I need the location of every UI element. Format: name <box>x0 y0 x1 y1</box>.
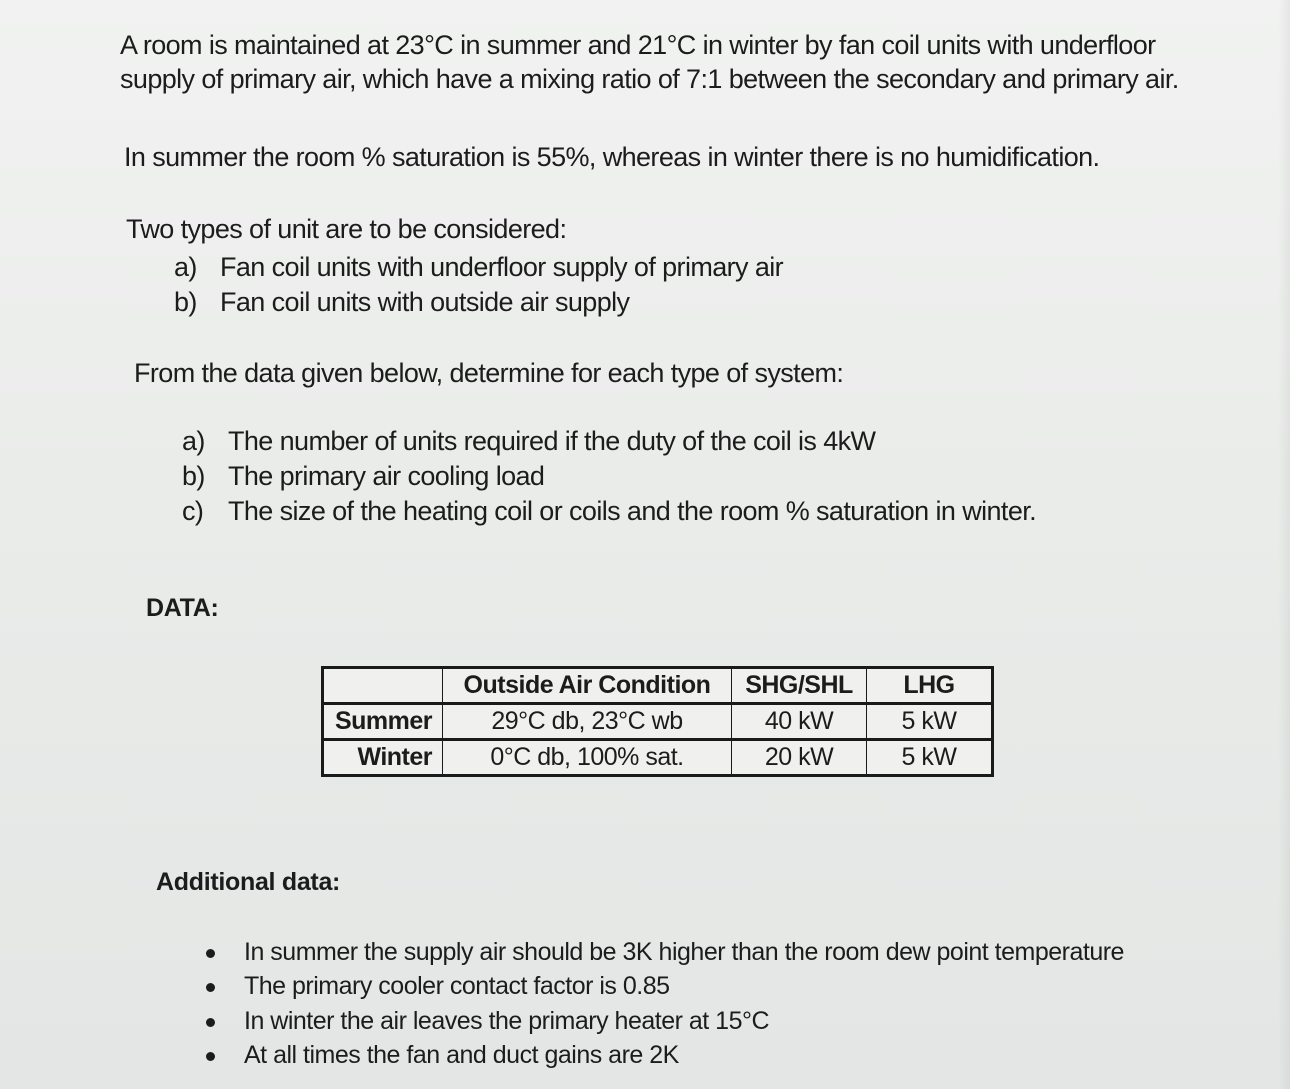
bullet-icon <box>206 983 215 992</box>
list-marker: b) <box>182 461 205 491</box>
humidity-text: In summer the room % saturation is 55%, whereas in winter there is no humidification. <box>124 142 1100 172</box>
table-cell-season: Summer <box>323 704 443 740</box>
table-row <box>323 740 993 776</box>
bullet-icon <box>206 1018 215 1027</box>
task-c <box>182 494 1036 528</box>
table-header-shg: SHG/SHL <box>732 668 867 704</box>
bullet-text: In winter the air leaves the primary heater at 15°C <box>244 1007 770 1035</box>
table-header-row <box>323 668 993 704</box>
list-text: The primary air cooling load <box>228 461 545 491</box>
intro-line-2: supply of primary air, which have a mixing ratio of 7:1 between the secondary and primary air. <box>120 64 1179 94</box>
task-b <box>182 459 544 493</box>
bullet-item <box>244 1005 769 1038</box>
unit-type-b <box>174 285 629 319</box>
bullet-text: At all times the fan and duct gains are 2K <box>244 1041 679 1069</box>
list-text: The number of units required if the duty of the coil is 4kW <box>228 426 876 456</box>
table-cell-season: Winter <box>323 740 443 776</box>
bullet-icon <box>206 949 215 958</box>
list-marker: b) <box>174 287 197 317</box>
list-marker: c) <box>182 496 204 526</box>
bullet-item <box>244 970 670 1003</box>
table-header-blank <box>323 668 443 704</box>
bullet-text: In summer the supply air should be 3K higher than the room dew point temperature <box>244 938 1124 966</box>
table-cell-shg: 20 kW <box>732 740 867 776</box>
bullet-icon <box>206 1052 215 1061</box>
list-marker: a) <box>182 426 205 456</box>
table-cell-lhg: 5 kW <box>867 704 993 740</box>
bullet-text: The primary cooler contact factor is 0.85 <box>244 972 670 1000</box>
tasks-heading: From the data given below, determine for each type of system: <box>134 358 844 388</box>
additional-data-label: Additional data: <box>156 868 341 896</box>
bullet-item <box>244 1039 679 1072</box>
table-header-lhg: LHG <box>867 668 993 704</box>
list-text: Fan coil units with underfloor supply of primary air <box>220 252 784 282</box>
table-cell-lhg: 5 kW <box>867 740 993 776</box>
table-row <box>323 704 993 740</box>
data-table <box>321 666 994 777</box>
intro-line-1: A room is maintained at 23°C in summer and 21°C in winter by fan coil units with underfloor <box>120 30 1156 60</box>
table-cell-condition: 0°C db, 100% sat. <box>443 740 732 776</box>
list-marker: a) <box>174 252 197 282</box>
table-cell-shg: 40 kW <box>732 704 867 740</box>
table-header-condition: Outside Air Condition <box>443 668 732 704</box>
unit-type-a <box>174 250 783 284</box>
bullet-item <box>244 936 1124 969</box>
list-text: The size of the heating coil or coils and the room % saturation in winter. <box>228 496 1037 526</box>
unit-types-heading: Two types of unit are to be considered: <box>126 214 567 244</box>
task-a <box>182 424 875 458</box>
list-text: Fan coil units with outside air supply <box>220 287 630 317</box>
table-cell-condition: 29°C db, 23°C wb <box>443 704 732 740</box>
page-edge-shadow <box>1278 0 1290 1089</box>
data-label: DATA: <box>146 594 219 622</box>
